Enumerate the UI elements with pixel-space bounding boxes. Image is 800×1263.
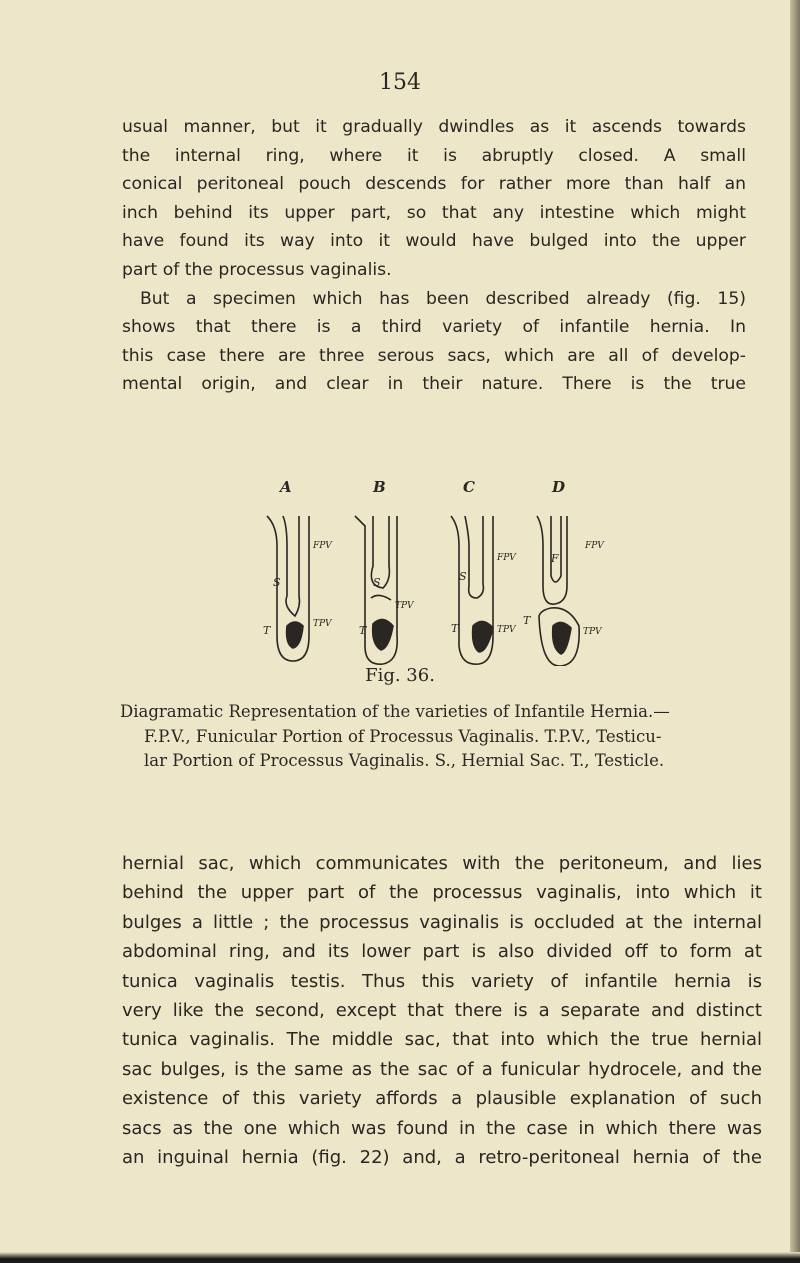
caption-line: F.P.V., Funicular Portion of Processus Vaginalis. T.P.V., Testicu- (144, 726, 662, 746)
panel-letter-d: D (552, 478, 566, 496)
label-c-s: S (459, 570, 467, 583)
panel-letter-b: B (373, 478, 386, 496)
text-line: an inguinal hernia (fig. 22) and, a retro-peritoneal hernia of the (122, 1147, 762, 1169)
label-a-s: S (273, 576, 281, 589)
label-c-fpv: FPV (497, 553, 516, 563)
label-d-t: T (523, 614, 531, 627)
page-number: 154 (379, 70, 421, 95)
text-line: mental origin, and clear in their nature. There is the true (122, 374, 746, 395)
panel-letter-c: C (463, 478, 475, 496)
text-line: sacs as the one which was found in the case in which there was (122, 1117, 762, 1139)
text-line: hernial sac, which communicates with the peritoneum, and lies (122, 853, 762, 874)
caption-line: Diagramatic Representation of the varieties of Infantile Hernia.— (120, 702, 670, 721)
label-b-s: S (373, 576, 381, 589)
figure-number: Fig. 36. (365, 665, 435, 686)
text-line: bulges a little ; the processus vaginalis is occluded at the internal (122, 911, 762, 933)
panel-d-diagram (537, 516, 579, 666)
label-c-t: T (451, 622, 459, 635)
text-line: existence of this variety affords a plausible explanation of such (122, 1088, 762, 1110)
body-paragraph-2 (122, 849, 762, 1172)
hernia-diagram-figure (255, 476, 625, 666)
label-b-tpv: TPV (395, 601, 414, 611)
label-b-t: T (359, 624, 367, 637)
text-line: shows that there is a third variety of infantile hernia. In (122, 317, 746, 338)
text-line: conical peritoneal pouch descends for rather more than half an (122, 174, 746, 195)
text-line: tunica vaginalis testis. Thus this variety of infantile hernia is (122, 970, 762, 992)
page-bottom-shadow (0, 1252, 800, 1263)
label-a-fpv: FPV (313, 541, 332, 551)
panel-c-diagram (451, 516, 493, 664)
text-line: tunica vaginalis. The middle sac, that into which the true hernial (122, 1029, 762, 1051)
label-c-tpv: TPV (497, 625, 516, 635)
label-d-fpv: FPV (585, 541, 604, 551)
label-d-tpv: TPV (583, 627, 602, 637)
caption-line: lar Portion of Processus Vaginalis. S., Hernial Sac. T., Testicle. (144, 751, 665, 770)
label-a-t: T (263, 624, 271, 637)
text-line: But a specimen which has been described already (fig. 15) (140, 288, 746, 309)
text-line: abdominal ring, and its lower part is also divided off to form at (122, 941, 762, 963)
panel-b-diagram (355, 516, 397, 664)
text-line: very like the second, except that there is a separate and distinct (122, 1000, 762, 1022)
text-line: behind the upper part of the processus vaginalis, into which it (122, 882, 762, 904)
text-line: part of the processus vaginalis. (122, 259, 392, 280)
label-a-tpv: TPV (313, 619, 332, 629)
text-line: the internal ring, where it is abruptly closed. A small (122, 145, 746, 166)
hernia-diagram (255, 476, 625, 666)
panel-letter-a: A (280, 478, 292, 496)
body-paragraph-1 (122, 113, 746, 399)
figure-caption (120, 700, 760, 774)
text-line: usual manner, but it gradually dwindles as it ascends towards (122, 117, 746, 137)
page-edge-shadow (790, 0, 800, 1263)
text-line: this case there are three serous sacs, which are all of develop- (122, 345, 746, 366)
label-d-f: F (551, 552, 559, 565)
text-line: have found its way into it would have bulged into the upper (122, 231, 746, 252)
text-line: inch behind its upper part, so that any intestine which might (122, 202, 746, 223)
text-line: sac bulges, is the same as the sac of a funicular hydrocele, and the (122, 1058, 762, 1080)
